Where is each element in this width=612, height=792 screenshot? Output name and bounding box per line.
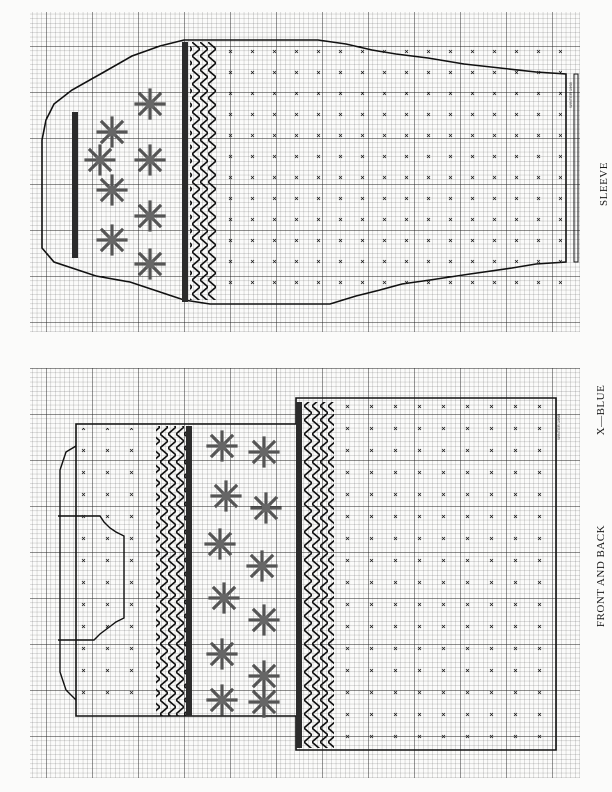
legend-text: X—BLUE — [595, 384, 607, 436]
sleeve-band-mid — [182, 42, 188, 302]
front-x-marks-yoke — [80, 428, 154, 712]
front-back-stamp: WINTER 1968 — [556, 414, 561, 440]
sleeve-caption: SLEEVE — [598, 162, 610, 206]
sleeve-band-left — [72, 112, 78, 258]
front-back-chart — [30, 368, 580, 778]
sleeve-zigzag-band — [190, 42, 216, 300]
front-band-right — [296, 402, 302, 748]
front-back-caption: FRONT AND BACK — [595, 524, 607, 628]
front-x-marks-body — [338, 402, 552, 746]
front-zigzag-left — [156, 426, 186, 716]
sleeve-stamp: WINTER 1968 — [568, 82, 573, 108]
sleeve-chart — [30, 12, 580, 332]
front-zigzag-right — [304, 402, 334, 748]
sleeve-x-marks — [222, 46, 562, 298]
front-band-left — [186, 426, 192, 716]
